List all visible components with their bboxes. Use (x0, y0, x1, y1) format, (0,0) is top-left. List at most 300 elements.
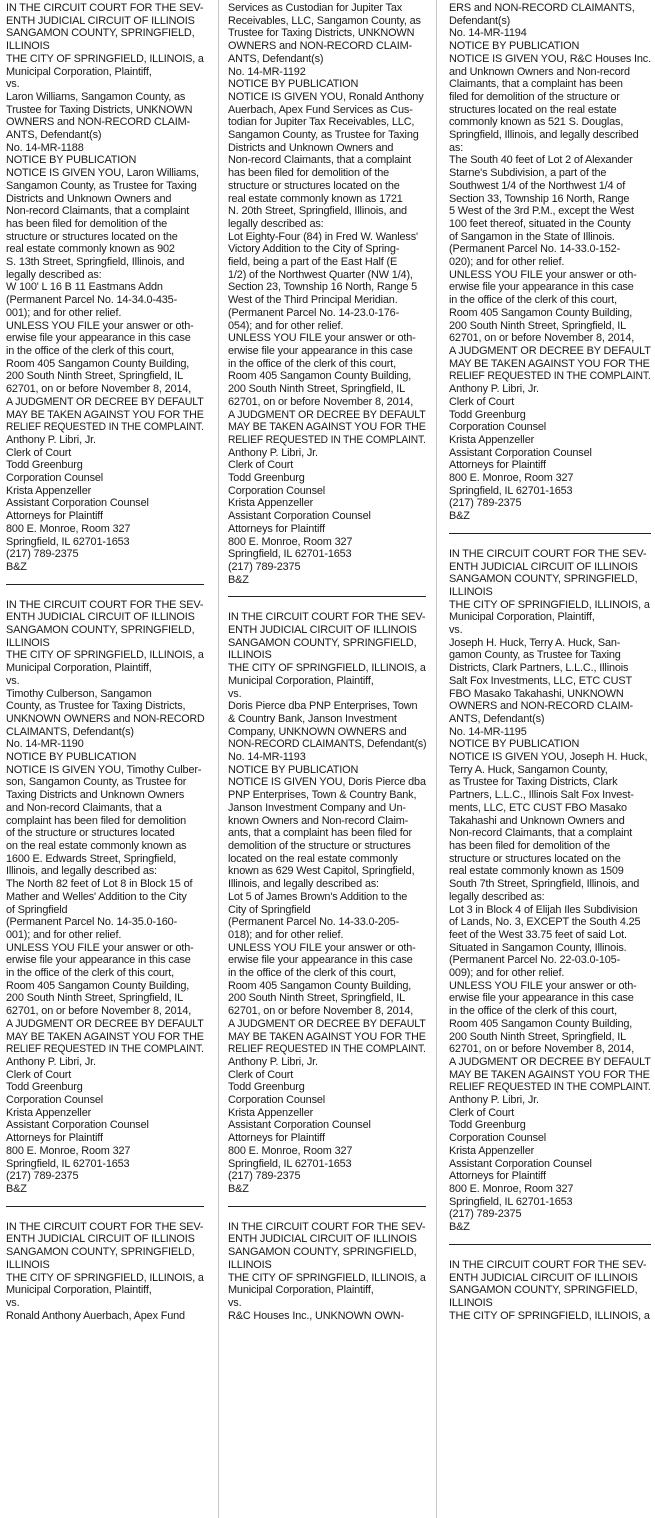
notice-line: NOTICE IS GIVEN YOU, Doris Pierce dba (228, 776, 426, 789)
notice-line: RELIEF REQUESTED IN THE COMPLAINT. (228, 433, 426, 446)
notice-line: Southwest 1/4 of the Northwest 1/4 of (449, 179, 626, 192)
notice-line: 62701, on or before November 8, 2014, (449, 1043, 635, 1056)
notice-line: 800 E. Monroe, Room 327 (6, 522, 131, 535)
notice-line: ments, LLC, ETC CUST FBO Masako (449, 801, 627, 814)
notice-line: OWNERS and NON-RECORD CLAIM- (6, 116, 190, 129)
notice-line: B&Z (228, 573, 249, 586)
notice-line: ENTH JUDICIAL CIRCUIT OF ILLINOIS (6, 611, 195, 624)
notice-line: vs. (228, 1296, 242, 1309)
notice-line: real estate commonly known as 1509 (449, 865, 624, 878)
notice-line: Attorneys for Plaintiff (449, 1170, 546, 1183)
notice-line: legally described as: (6, 268, 102, 281)
notice-line: Municipal Corporation, Plaintiff, (6, 662, 152, 675)
legal-notice (6, 2, 204, 574)
notice-line: 018); and for other relief. (228, 928, 344, 941)
notice-line: IN THE CIRCUIT COURT FOR THE SEV- (6, 598, 204, 611)
notice-line: known as 629 West Capitol, Springfield, (228, 865, 415, 878)
notice-line: ENTH JUDICIAL CIRCUIT OF ILLINOIS (6, 1233, 195, 1246)
notice-line: in the office of the clerk of this court, (449, 1005, 617, 1018)
notice-line: IN THE CIRCUIT COURT FOR THE SEV- (6, 1220, 204, 1233)
notice-line: SANGAMON COUNTY, SPRINGFIELD, (6, 27, 195, 40)
notice-line: Mather and Welles' Addition to the City (6, 890, 187, 903)
notice-line: Krista Appenzeller (6, 484, 92, 497)
notice-line: A JUDGMENT OR DECREE BY DEFAULT (228, 1017, 426, 1030)
notice-line: MAY BE TAKEN AGAINST YOU FOR THE (449, 1068, 650, 1081)
notice-line: Clerk of Court (6, 446, 72, 459)
notice-line: ANTS, Defendant(s) (228, 52, 324, 65)
notice-line: County, as Trustee for Taxing Districts, (6, 700, 186, 713)
notice-line: gamon County, as Trustee for Taxing (449, 649, 621, 662)
notice-line: NOTICE BY PUBLICATION (228, 763, 359, 776)
notice-line: Trustee for Taxing Districts, UNKNOWN (6, 103, 193, 116)
notice-line: erwise file your appearance in this case (449, 992, 634, 1005)
legal-notice (6, 1221, 204, 1323)
notice-line: NOTICE IS GIVEN YOU, Ronald Anthony (228, 90, 424, 103)
notice-line: CLAIMANTS, Defendant(s) (6, 725, 134, 738)
notice-line: Timothy Culberson, Sangamon (6, 687, 152, 700)
notice-line: ENTH JUDICIAL CIRCUIT OF ILLINOIS (228, 624, 417, 637)
notice-line: commonly known as 521 S. Douglas, (449, 116, 624, 129)
notice-line: Springfield, IL 62701-1653 (6, 535, 130, 548)
notice-line: 200 South Ninth Street, Springfield, IL (6, 992, 183, 1005)
notice-line: Corporation Counsel (6, 472, 104, 485)
notice-line: 200 South Ninth Street, Springfield, IL (228, 383, 405, 396)
notice-line: Clerk of Court (228, 1068, 294, 1081)
notice-line: (Permanent Parcel No. 14-34.0-435- (6, 294, 178, 307)
legal-notice (449, 548, 651, 1234)
notice-line: 800 E. Monroe, Room 327 (449, 1182, 574, 1195)
notice-line: Corporation Counsel (228, 1094, 326, 1107)
notice-line: 200 South Ninth Street, Springfield, IL (449, 1030, 626, 1043)
notice-line: structure or structures located on the (449, 852, 621, 865)
notice-line: Defendant(s) (449, 14, 511, 27)
notice-line: Salt Fox Investments, LLC, ETC CUST (449, 674, 632, 687)
notice-line: son, Sangamon County, as Trustee for (6, 776, 187, 789)
notice-line: Company, UNKNOWN OWNERS and (228, 725, 407, 738)
notice-line: structure or structures located on the (6, 230, 178, 243)
notice-line: Ronald Anthony Auerbach, Apex Fund (6, 1309, 185, 1322)
notice-line: ILLINOIS (228, 649, 272, 662)
notice-line: Krista Appenzeller (449, 433, 535, 446)
notice-line: ENTH JUDICIAL CIRCUIT OF ILLINOIS (228, 1233, 417, 1246)
notice-line: (217) 789-2375 (6, 548, 79, 561)
notice-line: N. 20th Street, Springfield, Illinois, and (228, 205, 407, 218)
notice-line: 5 West of the 3rd P.M., except the West (449, 205, 634, 218)
notice-line: in the office of the clerk of this court, (228, 967, 396, 980)
notice-line: Corporation Counsel (228, 484, 326, 497)
notice-line: known Owners and Non-record Claim- (228, 814, 409, 827)
notice-line: NOTICE BY PUBLICATION (449, 40, 580, 53)
notice-line: of Springfield (6, 903, 68, 916)
notice-line: MAY BE TAKEN AGAINST YOU FOR THE (228, 1030, 426, 1043)
notice-line: (Permanent Parcel No. 14-33.0-152- (449, 243, 621, 256)
notice-line: OWNERS and NON-RECORD CLAIM- (449, 700, 633, 713)
notice-line: erwise file your appearance in this case (228, 954, 413, 967)
notice-line: Section 33, Township 16 North, Range (449, 192, 630, 205)
notice-line: PNP Enterprises, Town & Country Bank, (228, 789, 417, 802)
notice-line: 62701, on or before November 8, 2014, (228, 395, 414, 408)
notice-line: Trustee for Taxing Districts, UNKNOWN (228, 27, 415, 40)
notice-line: 200 South Ninth Street, Springfield, IL (228, 992, 405, 1005)
notice-line: of the structure or structures located (6, 827, 175, 840)
notice-line: vs. (449, 624, 463, 637)
notice-line: erwise file your appearance in this case (228, 344, 413, 357)
notice-line: South 7th Street, Springfield, Illinois, and (449, 878, 640, 891)
notice-line: MAY BE TAKEN AGAINST YOU FOR THE (6, 408, 204, 421)
notice-line: NOTICE IS GIVEN YOU, Timothy Culber- (6, 763, 202, 776)
notice-line: No. 14-MR-1193 (228, 751, 306, 764)
notice-divider (6, 584, 204, 585)
notice-line: Lot 3 in Block 4 of Elijah Iles Subdivision (449, 903, 638, 916)
notice-line: City of Springfield (228, 903, 311, 916)
notice-line: Anthony P. Libri, Jr. (6, 433, 96, 446)
notice-line: B&Z (6, 1182, 27, 1195)
notice-line: Corporation Counsel (449, 421, 547, 434)
notice-line: of Lands, No. 3, EXCEPT the South 4.25 (449, 916, 641, 929)
notice-line: ILLINOIS (6, 636, 50, 649)
notice-line: FBO Masako Takahashi, UNKNOWN (449, 687, 624, 700)
notice-divider (6, 1206, 204, 1207)
notice-line: UNLESS YOU FILE your answer or oth- (228, 332, 416, 345)
notice-line: MAY BE TAKEN AGAINST YOU FOR THE (228, 421, 426, 434)
notice-line: Assistant Corporation Counsel (6, 1119, 149, 1132)
notice-line: ILLINOIS (6, 40, 50, 53)
notice-line: Attorneys for Plaintiff (6, 1132, 103, 1145)
notice-line: Municipal Corporation, Plaintiff, (6, 65, 152, 78)
notice-line: Attorneys for Plaintiff (449, 459, 546, 472)
notice-line: & Country Bank, Janson Investment (228, 712, 397, 725)
notice-line: 800 E. Monroe, Room 327 (6, 1144, 131, 1157)
notice-line: SANGAMON COUNTY, SPRINGFIELD, (228, 1246, 417, 1259)
notice-line: NOTICE BY PUBLICATION (6, 751, 137, 764)
notice-line: (Permanent Parcel No. 14-35.0-160- (6, 916, 178, 929)
notice-line: Municipal Corporation, Plaintiff, (228, 1284, 374, 1297)
column-rule (436, 0, 437, 1518)
notice-line: Springfield, IL 62701-1653 (6, 1157, 130, 1170)
notice-line: Room 405 Sangamon County Building, (6, 979, 190, 992)
notice-line: Doris Pierce dba PNP Enterprises, Town (228, 700, 418, 713)
notice-line: ENTH JUDICIAL CIRCUIT OF ILLINOIS (6, 14, 195, 27)
notice-line: 054); and for other relief. (228, 319, 344, 332)
notice-line: Anthony P. Libri, Jr. (449, 1094, 539, 1107)
notice-line: 100 feet thereof, situated in the County (449, 217, 631, 230)
notice-line: A JUDGMENT OR DECREE BY DEFAULT (6, 395, 204, 408)
notice-line: as Trustee for Taxing Districts, Clark (449, 776, 618, 789)
notice-line: Springfield, IL 62701-1653 (449, 484, 573, 497)
notice-line: Todd Greenburg (449, 1119, 526, 1132)
notice-line: Laron Williams, Sangamon County, as (6, 90, 186, 103)
notice-line: vs. (6, 674, 20, 687)
notice-line: A JUDGMENT OR DECREE BY DEFAULT (6, 1017, 204, 1030)
notice-line: Services as Custodian for Jupiter Tax (228, 2, 403, 14)
notice-line: Non-record Claimants, that a complaint (449, 827, 633, 840)
notice-line: 001); and for other relief. (6, 928, 122, 941)
notice-line: ILLINOIS (449, 1296, 493, 1309)
notice-line: has been filed for demolition of the (6, 217, 168, 230)
notice-line: THE CITY OF SPRINGFIELD, ILLINOIS, a (228, 662, 426, 675)
notice-line: feet of the West 33.75 feet of said Lot. (449, 928, 627, 941)
notice-line: vs. (6, 1296, 20, 1309)
notice-line: B&Z (449, 1221, 470, 1234)
notice-line: Districts, Clark Partners, L.L.C., Illinois (449, 662, 629, 675)
notice-line: SANGAMON COUNTY, SPRINGFIELD, (449, 1284, 638, 1297)
notice-line: RELIEF REQUESTED IN THE COMPLAINT. (228, 1043, 426, 1056)
notice-line: THE CITY OF SPRINGFIELD, ILLINOIS, a (6, 649, 204, 662)
notice-line: (217) 789-2375 (449, 497, 522, 510)
column-3 (436, 0, 655, 1518)
notice-line: Assistant Corporation Counsel (449, 1157, 592, 1170)
notice-line: (217) 789-2375 (228, 1170, 301, 1183)
notice-line: A JUDGMENT OR DECREE BY DEFAULT (449, 344, 651, 357)
notice-line: No. 14-MR-1190 (6, 738, 84, 751)
notice-line: UNLESS YOU FILE your answer or oth- (6, 941, 194, 954)
notice-line: R&C Houses Inc., UNKNOWN OWN- (228, 1309, 404, 1322)
notice-line: UNLESS YOU FILE your answer or oth- (6, 319, 194, 332)
notice-line: MAY BE TAKEN AGAINST YOU FOR THE (449, 357, 650, 370)
notice-line: demolition of the structure or structures (228, 840, 411, 852)
notice-line: Illinois, and legally described as: (228, 878, 379, 891)
notice-line: No. 14-MR-1192 (228, 65, 306, 78)
notice-line: Springfield, IL 62701-1653 (228, 548, 352, 561)
notice-line: The North 82 feet of Lot 8 in Block 15 of (6, 878, 193, 891)
notice-line: todian for Jupiter Tax Receivables, LLC, (228, 116, 415, 129)
notice-line: Todd Greenburg (6, 459, 83, 472)
notice-line: has been filed for demolition of the (228, 167, 390, 180)
notice-line: UNLESS YOU FILE your answer or oth- (449, 979, 637, 992)
notice-divider (449, 533, 651, 534)
notice-line: Starne's Subdivision, a part of the (449, 167, 607, 180)
notice-line: of Sangamon in the State of Illinois. (449, 230, 615, 243)
notice-line: Municipal Corporation, Plaintiff, (6, 1284, 152, 1297)
notice-line: Corporation Counsel (6, 1094, 104, 1107)
notice-divider (228, 1206, 426, 1207)
legal-notice (449, 2, 651, 523)
notice-line: OWNERS and NON-RECORD CLAIM- (228, 40, 412, 53)
notice-line: in the office of the clerk of this court, (6, 967, 174, 980)
notice-line: A JUDGMENT OR DECREE BY DEFAULT (449, 1055, 651, 1068)
notice-line: NOTICE BY PUBLICATION (449, 738, 580, 751)
notice-line: Janson Investment Company and Un- (228, 801, 406, 814)
notice-line: RELIEF REQUESTED IN THE COMPLAINT. (6, 421, 204, 434)
legal-notice (228, 611, 426, 1195)
notice-line: Springfield, IL 62701-1653 (228, 1157, 352, 1170)
notice-line: THE CITY OF SPRINGFIELD, ILLINOIS, a (449, 598, 650, 611)
notice-line: 200 South Ninth Street, Springfield, IL (6, 370, 183, 383)
notice-line: UNLESS YOU FILE your answer or oth- (228, 941, 416, 954)
notice-line: Assistant Corporation Counsel (449, 446, 592, 459)
notice-line: filed for demolition of the structure or (449, 90, 620, 103)
notice-line: 1/2) of the Northwest Quarter (NW 1/4), (228, 268, 413, 281)
notice-line: The South 40 feet of Lot 2 of Alexander (449, 154, 633, 167)
notice-line: (Permanent Parcel No. 14-23.0-176- (228, 306, 400, 319)
notice-line: erwise file your appearance in this case (449, 281, 634, 294)
notice-line: Receivables, LLC, Sangamon County, as (228, 14, 421, 27)
notice-line: real estate commonly known as 1721 (228, 192, 403, 205)
notice-line: Districts and Unknown Owners and (228, 141, 394, 154)
notice-line: NOTICE IS GIVEN YOU, R&C Houses Inc. (449, 52, 651, 65)
legal-notice (228, 2, 426, 586)
notice-line: on the real estate commonly known as (6, 840, 187, 852)
notice-line: Clerk of Court (449, 395, 515, 408)
notice-line: Room 405 Sangamon County Building, (6, 357, 190, 370)
notice-line: No. 14-MR-1188 (6, 141, 84, 154)
notice-line: ENTH JUDICIAL CIRCUIT OF ILLINOIS (449, 560, 638, 573)
notice-line: Joseph H. Huck, Terry A. Huck, San- (449, 636, 621, 649)
notice-line: Krista Appenzeller (228, 497, 314, 510)
notice-line: Section 23, Township 16 North, Range 5 (228, 281, 418, 294)
notice-line: Claimants, that a complaint has been (449, 78, 623, 91)
notice-line: field, being a part of the East Half (E (228, 256, 398, 269)
notice-line: UNLESS YOU FILE your answer or oth- (449, 268, 637, 281)
notice-line: ENTH JUDICIAL CIRCUIT OF ILLINOIS (449, 1271, 638, 1284)
notice-line: ants, that a complaint has been filed for (228, 827, 412, 840)
notice-line: Partners, L.L.C., Illinois Salt Fox Invest- (449, 789, 634, 802)
notice-line: SANGAMON COUNTY, SPRINGFIELD, (6, 624, 195, 637)
notice-line: SANGAMON COUNTY, SPRINGFIELD, (228, 636, 417, 649)
notice-divider (228, 596, 426, 597)
notice-line: Assistant Corporation Counsel (228, 1119, 371, 1132)
notice-line: THE CITY OF SPRINGFIELD, ILLINOIS, a (6, 1271, 204, 1284)
notice-line: has been filed for demolition of the (449, 840, 611, 852)
notice-line: Illinois, and legally described as: (6, 865, 157, 878)
notice-line: No. 14-MR-1195 (449, 725, 527, 738)
notice-line: Todd Greenburg (6, 1081, 83, 1094)
notice-line: NOTICE IS GIVEN YOU, Laron Williams, (6, 167, 199, 180)
notice-line: NON-RECORD CLAIMANTS, Defendant(s) (228, 738, 427, 751)
notice-line: Non-record Claimants, that a complaint (6, 205, 190, 218)
notice-line: Todd Greenburg (449, 408, 526, 421)
notice-line: IN THE CIRCUIT COURT FOR THE SEV- (228, 1220, 426, 1233)
notice-line: Corporation Counsel (449, 1132, 547, 1145)
notice-line: complaint has been filed for demolition (6, 814, 187, 827)
notice-line: Lot 5 of James Brown's Addition to the (228, 890, 408, 903)
notice-line: Room 405 Sangamon County Building, (228, 370, 412, 383)
notice-line: in the office of the clerk of this court, (449, 294, 617, 307)
notice-line: Todd Greenburg (228, 1081, 305, 1094)
notice-line: Anthony P. Libri, Jr. (6, 1055, 96, 1068)
notice-line: 1600 E. Edwards Street, Springfield, (6, 852, 177, 865)
notice-line: 001); and for other relief. (6, 306, 122, 319)
notice-line: No. 14-MR-1194 (449, 27, 527, 40)
notice-line: Lot Eighty-Four (84) in Fred W. Wanless' (228, 230, 418, 243)
notice-line: B&Z (449, 510, 470, 523)
notice-line: 62701, on or before November 8, 2014, (228, 1005, 414, 1018)
notice-line: real estate commonly known as 902 (6, 243, 175, 256)
notice-divider (449, 1244, 651, 1245)
notice-line: (Permanent Parcel No. 14-33.0-205- (228, 916, 400, 929)
notice-line: IN THE CIRCUIT COURT FOR THE SEV- (449, 547, 647, 560)
notice-line: Anthony P. Libri, Jr. (449, 383, 539, 396)
notice-line: IN THE CIRCUIT COURT FOR THE SEV- (228, 611, 426, 624)
notice-line: Krista Appenzeller (6, 1106, 92, 1119)
notice-line: (217) 789-2375 (449, 1208, 522, 1221)
notice-line: 62701, on or before November 8, 2014, (6, 1005, 192, 1018)
notice-line: Anthony P. Libri, Jr. (228, 446, 318, 459)
notice-line: (Permanent Parcel No. 22-03.0-105- (449, 954, 621, 967)
notice-line: RELIEF REQUESTED IN THE COMPLAINT. (6, 1043, 204, 1056)
notice-line: and Unknown Owners and Non-record (449, 65, 630, 78)
notice-line: 009); and for other relief. (449, 967, 565, 980)
column-2 (218, 0, 436, 1518)
column-rule (218, 0, 219, 1518)
notice-line: Municipal Corporation, Plaintiff, (449, 611, 595, 624)
notice-line: Assistant Corporation Counsel (6, 497, 149, 510)
notice-line: Victory Addition to the City of Spring- (228, 243, 400, 256)
notice-line: (217) 789-2375 (6, 1170, 79, 1183)
notice-line: Terry A. Huck, Sangamon County, (449, 763, 608, 776)
notice-line: Assistant Corporation Counsel (228, 510, 371, 523)
notice-line: NOTICE IS GIVEN YOU, Joseph H. Huck, (449, 751, 648, 764)
notice-line: Municipal Corporation, Plaintiff, (228, 674, 374, 687)
notice-line: structure or structures located on the (228, 179, 400, 192)
notice-line: SANGAMON COUNTY, SPRINGFIELD, (449, 573, 638, 586)
notice-line: Todd Greenburg (228, 472, 305, 485)
notice-line: (217) 789-2375 (228, 560, 301, 573)
notice-line: as: (449, 141, 464, 154)
notice-line: Clerk of Court (6, 1068, 72, 1081)
notice-line: Room 405 Sangamon County Building, (449, 306, 633, 319)
notice-line: 800 E. Monroe, Room 327 (228, 1144, 353, 1157)
column-1 (0, 0, 218, 1518)
notice-line: legally described as: (449, 890, 545, 903)
notice-line: IN THE CIRCUIT COURT FOR THE SEV- (6, 2, 204, 14)
notice-line: vs. (6, 78, 20, 91)
notice-line: located on the real estate commonly (228, 852, 398, 865)
notice-line: Districts and Unknown Owners and (6, 192, 172, 205)
notice-line: A JUDGMENT OR DECREE BY DEFAULT (228, 408, 426, 421)
notice-line: Sangamon County, as Trustee for Taxing (6, 179, 197, 192)
notice-line: Attorneys for Plaintiff (6, 510, 103, 523)
notice-line: Anthony P. Libri, Jr. (228, 1055, 318, 1068)
notice-line: 800 E. Monroe, Room 327 (449, 472, 574, 485)
notice-line: in the office of the clerk of this court, (6, 344, 174, 357)
notice-line: ANTS, Defendant(s) (449, 712, 545, 725)
notice-line: B&Z (228, 1182, 249, 1195)
notice-line: Taxing Districts and Unknown Owners (6, 789, 185, 802)
notice-line: erwise file your appearance in this case (6, 954, 191, 967)
notice-line: THE CITY OF SPRINGFIELD, ILLINOIS, a (6, 52, 204, 65)
notice-line: erwise file your appearance in this case (6, 332, 191, 345)
notice-line: ERS and NON-RECORD CLAIMANTS, (449, 2, 635, 14)
notice-line: Room 405 Sangamon County Building, (228, 979, 412, 992)
notice-line: W 100' L 16 B 11 Eastmans Addn (6, 281, 163, 294)
notice-line: 62701, on or before November 8, 2014, (449, 332, 635, 345)
notice-line: Non-record Claimants, that a complaint (228, 154, 412, 167)
notice-line: NOTICE BY PUBLICATION (6, 154, 137, 167)
notice-line: Clerk of Court (228, 459, 294, 472)
notice-line: THE CITY OF SPRINGFIELD, ILLINOIS, a (228, 1271, 426, 1284)
notice-line: Attorneys for Plaintiff (228, 1132, 325, 1145)
notice-line: Room 405 Sangamon County Building, (449, 1017, 633, 1030)
notice-line: IN THE CIRCUIT COURT FOR THE SEV- (449, 1258, 647, 1271)
notice-line: RELIEF REQUESTED IN THE COMPLAINT. (449, 1081, 651, 1094)
notice-line: West of the Third Principal Meridian. (228, 294, 398, 307)
notice-line: Takahashi and Unknown Owners and (449, 814, 625, 827)
legal-notice (449, 1259, 651, 1323)
notice-line: S. 13th Street, Springfield, Illinois, and (6, 256, 185, 269)
notice-line: and Non-record Claimants, that a (6, 801, 162, 814)
notice-line: UNKNOWN OWNERS and NON-RECORD (6, 712, 205, 725)
notice-line: 200 South Ninth Street, Springfield, IL (449, 319, 626, 332)
notice-line: Situated in Sangamon County, Illinois. (449, 941, 627, 954)
notice-line: in the office of the clerk of this court, (228, 357, 396, 370)
notice-line: B&Z (6, 560, 27, 573)
notice-line: Auerbach, Apex Fund Services as Cus- (228, 103, 413, 116)
notice-line: THE CITY OF SPRINGFIELD, ILLINOIS, a (449, 1309, 650, 1322)
notice-line: MAY BE TAKEN AGAINST YOU FOR THE (6, 1030, 204, 1043)
notice-line: ILLINOIS (228, 1258, 272, 1271)
notice-line: 020); and for other relief. (449, 256, 565, 269)
